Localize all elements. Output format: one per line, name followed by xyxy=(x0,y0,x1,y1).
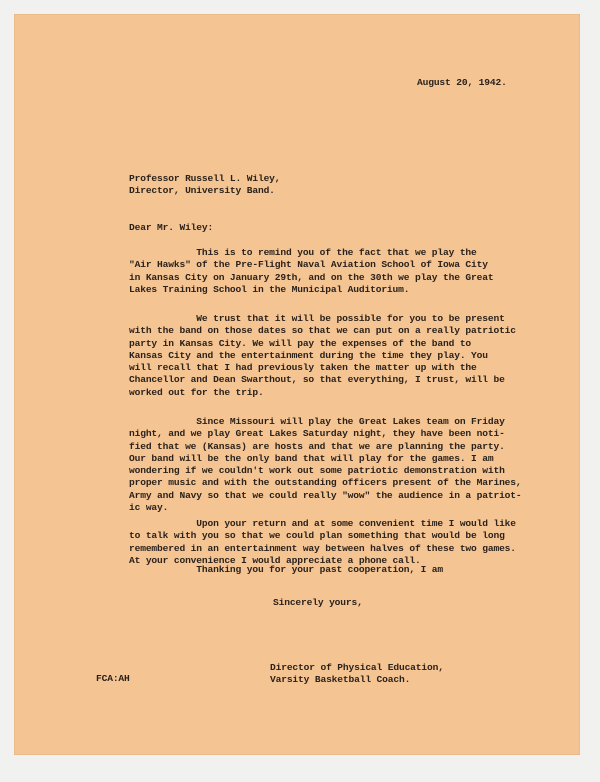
signature-block: Director of Physical Education, Varsity Basketball Coach. xyxy=(270,662,444,686)
body-paragraph: We trust that it will be possible for you to be present with the band on those dates so that we can put on a really patriotic party in Kansas City. We will pay the expenses of the band to Kansas City and the entertainment during the time they play. You will recall that I had previously taken the matter up with the Chancellor and Dean Swarthout, so that everything, I trust, will be worked out for the trip. xyxy=(129,313,516,398)
reference-initials: FCA:AH xyxy=(96,673,130,684)
letter-date: August 20, 1942. xyxy=(417,77,507,88)
salutation: Dear Mr. Wiley: xyxy=(129,222,214,233)
complimentary-close: Sincerely yours, xyxy=(273,597,363,608)
recipient-address: Professor Russell L. Wiley, Director, University Band. xyxy=(129,173,281,197)
body-paragraph: This is to remind you of the fact that we play the "Air Hawks" of the Pre-Flight Naval Aviation School of Iowa City in Kansas City on January 29th, and on the 30th we play the Great Lakes Training School in the Municipal Auditorium. xyxy=(129,247,494,295)
body-paragraph: Since Missouri will play the Great Lakes team on Friday night, and we play Great Lakes Saturday night, they have been noti- fied that we (Kansas) are hosts and that we are planning the party. Our band will be the only band that will play for the games. I am wondering if we couldn't work out some patriotic demonstration with proper music and with the outstanding officers present of the Marines, Army and Navy so that we could really "wow" the audience in a patriot- ic way. xyxy=(129,416,522,514)
body-paragraph: Upon your return and at some convenient time I would like to talk with you so that we could plan something that would be long remembered in an entertainment way between halves of these two games. At your convenience I would appreciate a phone call. xyxy=(129,518,516,566)
body-paragraph: Thanking you for your past cooperation, I am xyxy=(129,564,444,575)
letter-page xyxy=(14,14,580,755)
